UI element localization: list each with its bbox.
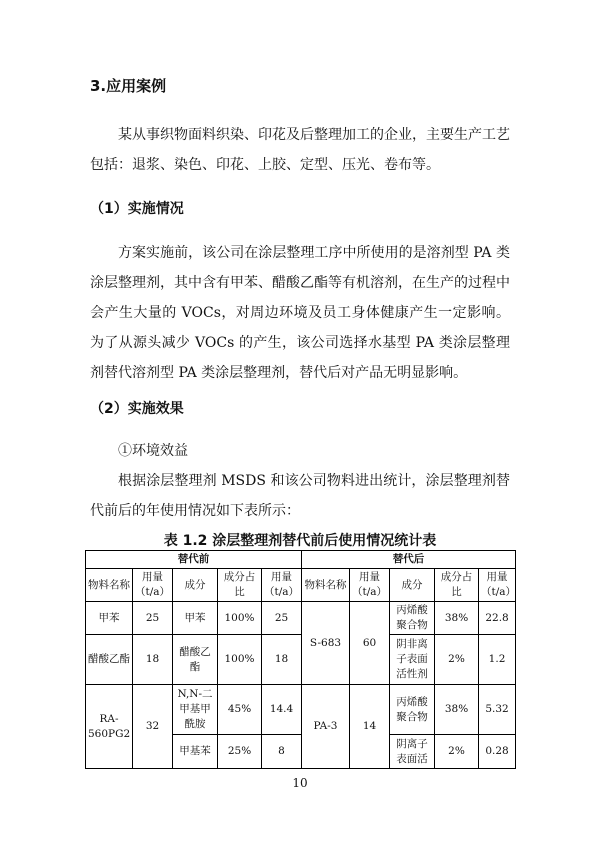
after-group-header: 替代后 bbox=[302, 551, 516, 569]
table-cell: 0.28 bbox=[479, 735, 516, 769]
table-cell: 14 bbox=[350, 685, 390, 769]
table-cell: 甲基苯 bbox=[173, 735, 218, 769]
table-cell: 1.2 bbox=[479, 635, 516, 685]
table-cell: 25 bbox=[133, 602, 173, 635]
subsection-title-1: （1）实施情况 bbox=[90, 201, 184, 217]
col-header: 成分 bbox=[390, 569, 435, 602]
table-cell: 2% bbox=[435, 735, 479, 769]
col-header: 用量（t/a） bbox=[350, 569, 390, 602]
table-cell: 100% bbox=[218, 602, 262, 635]
benefit-paragraph: 根据涂层整理剂 MSDS 和该公司物料进出统计，涂层整理剂替代前后的年使用情况如下表所示： bbox=[90, 473, 510, 519]
table-cell: 阴非离子表面活性剂 bbox=[390, 635, 435, 685]
implementation-paragraph: 方案实施前，该公司在涂层整理工序中所使用的是溶剂型 PA 类涂层整理剂，其中含有甲苯、醋酸乙酯等有机溶剂，在生产的过程中会产生大量的 VOCs，对周边环境及员工身体健康产生一定影响。为了从源头减少 VOCs 的产生，该公司选择水基型 PA 类涂层整理剂替代溶剂型 PA 类涂层整理剂，替代后对产品无明显影响。 bbox=[90, 245, 510, 381]
table-cell: S-683 bbox=[302, 602, 350, 685]
table-cell: 5.32 bbox=[479, 685, 516, 735]
table-cell: 醋酸乙酯 bbox=[86, 635, 133, 685]
section-heading: 3.应用案例 bbox=[90, 77, 167, 95]
table-cell: 100% bbox=[218, 635, 262, 685]
col-header: 用量（t/a） bbox=[133, 569, 173, 602]
table-cell: 14.4 bbox=[262, 685, 302, 735]
table-cell: RA-560PG2 bbox=[86, 685, 133, 769]
usage-table bbox=[85, 550, 516, 769]
table-row bbox=[86, 685, 516, 735]
table-cell: 45% bbox=[218, 685, 262, 735]
col-header: 成分占比 bbox=[435, 569, 479, 602]
table-cell: 38% bbox=[435, 685, 479, 735]
col-header: 物料名称 bbox=[302, 569, 350, 602]
table-cell: 甲苯 bbox=[86, 602, 133, 635]
benefit-title: ①环境效益 bbox=[118, 443, 188, 459]
table-cell: 38% bbox=[435, 602, 479, 635]
page-number: 10 bbox=[292, 776, 308, 790]
table-cell: 2% bbox=[435, 635, 479, 685]
table-cell: 8 bbox=[262, 735, 302, 769]
col-header: 物料名称 bbox=[86, 569, 133, 602]
table-row bbox=[86, 602, 516, 635]
table-caption: 表 1.2 涂层整理剂替代前后使用情况统计表 bbox=[163, 533, 437, 549]
table-cell: 22.8 bbox=[479, 602, 516, 635]
table-cell: N,N-二甲基甲酰胺 bbox=[173, 685, 218, 735]
table-cell: PA-3 bbox=[302, 685, 350, 769]
col-header: 成分占比 bbox=[218, 569, 262, 602]
table-cell: 醋酸乙酯 bbox=[173, 635, 218, 685]
table-cell: 甲苯 bbox=[173, 602, 218, 635]
col-header: 成分 bbox=[173, 569, 218, 602]
table-cell: 25 bbox=[262, 602, 302, 635]
table-cell: 25% bbox=[218, 735, 262, 769]
table-row bbox=[86, 635, 516, 685]
table-cell: 32 bbox=[133, 685, 173, 769]
table-cell: 丙烯酸聚合物 bbox=[390, 602, 435, 635]
table-cell: 丙烯酸聚合物 bbox=[390, 685, 435, 735]
before-group-header: 替代前 bbox=[86, 551, 302, 569]
col-header: 用量（t/a） bbox=[479, 569, 516, 602]
table-cell: 60 bbox=[350, 602, 390, 685]
table-cell: 阴离子表面活 bbox=[390, 735, 435, 769]
table-cell: 18 bbox=[133, 635, 173, 685]
table-cell: 18 bbox=[262, 635, 302, 685]
col-header: 用量（t/a） bbox=[262, 569, 302, 602]
intro-paragraph: 某从事织物面料织染、印花及后整理加工的企业，主要生产工艺包括：退浆、染色、印花、上胶、定型、压光、卷布等。 bbox=[90, 127, 510, 173]
subsection-title-2: （2）实施效果 bbox=[90, 401, 184, 417]
